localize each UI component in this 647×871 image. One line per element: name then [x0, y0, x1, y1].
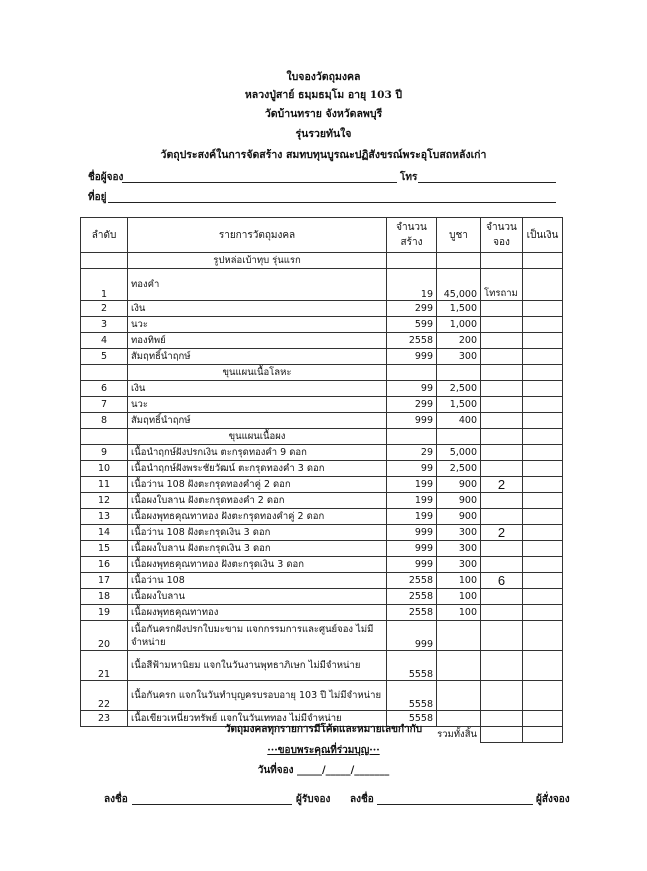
table-row	[81, 349, 563, 365]
created-quantity: 599	[387, 317, 437, 333]
header-reserved: จำนวนจอง	[481, 218, 523, 253]
paid-amount[interactable]	[523, 269, 563, 301]
sig-right-suffix: ผู้สั่งจอง	[536, 794, 570, 805]
reserved-quantity[interactable]	[481, 493, 523, 509]
section-empty-cell	[437, 429, 481, 445]
row-number: 10	[81, 461, 128, 477]
table-row	[81, 493, 563, 509]
created-quantity: 5558	[387, 681, 437, 711]
reserved-quantity[interactable]	[481, 397, 523, 413]
section-empty-cell	[481, 253, 523, 269]
paid-amount[interactable]	[523, 413, 563, 429]
item-name: เนื้อว่าน 108	[128, 573, 387, 589]
item-name: เนื้อว่าน 108 ฝังตะกรุดทองคำคู่ 2 ดอก	[128, 477, 387, 493]
paid-amount[interactable]	[523, 651, 563, 681]
paid-amount[interactable]	[523, 381, 563, 397]
section-title: ขุนแผนเนื้อโลหะ	[128, 365, 387, 381]
section-header-row	[81, 253, 563, 269]
date-field[interactable]: _____/_____/_______	[296, 765, 390, 776]
item-price: 5,000	[437, 445, 481, 461]
row-number: 21	[81, 651, 128, 681]
section-empty-cell	[387, 429, 437, 445]
row-number: 8	[81, 413, 128, 429]
address-label: ที่อยู่	[88, 192, 107, 203]
item-name: เนื้อผงพุทธคุณทาทอง	[128, 605, 387, 621]
item-name: เนื้อนำฤกษ์ฝังพระชัยวัฒน์ ตะกรุดทองคำ 3 ดอก	[128, 461, 387, 477]
created-quantity: 199	[387, 477, 437, 493]
paid-amount[interactable]	[523, 589, 563, 605]
paid-amount[interactable]	[523, 477, 563, 493]
section-empty-cell	[387, 253, 437, 269]
table-row	[81, 333, 563, 349]
table-row	[81, 573, 563, 589]
item-price: 300	[437, 557, 481, 573]
paid-amount[interactable]	[523, 557, 563, 573]
paid-amount[interactable]	[523, 317, 563, 333]
item-price	[437, 621, 481, 651]
reserved-quantity[interactable]	[481, 301, 523, 317]
item-name: เนื้อสีฟ้ามหานิยม แจกในวันงานพุทธาภิเษก ไม่มีจำหน่าย	[128, 651, 387, 681]
row-number: 16	[81, 557, 128, 573]
created-quantity: 199	[387, 509, 437, 525]
created-quantity: 999	[387, 413, 437, 429]
section-empty-cell	[437, 253, 481, 269]
paid-amount[interactable]	[523, 333, 563, 349]
item-name: เนื้อผงพุทธคุณทาทอง ฝังตะกรุดเงิน 3 ดอก	[128, 557, 387, 573]
table-row	[81, 269, 563, 301]
item-name: สัมฤทธิ์นำฤกษ์	[128, 349, 387, 365]
table-row	[81, 651, 563, 681]
reserved-quantity[interactable]	[481, 349, 523, 365]
section-empty-cell	[437, 365, 481, 381]
reserved-quantity[interactable]	[481, 445, 523, 461]
reserved-quantity[interactable]	[481, 461, 523, 477]
section-empty-cell	[81, 429, 128, 445]
section-empty-cell	[523, 365, 563, 381]
created-quantity: 999	[387, 525, 437, 541]
created-quantity: 999	[387, 349, 437, 365]
row-number: 1	[81, 269, 128, 301]
created-quantity: 999	[387, 621, 437, 651]
item-price: 1,000	[437, 317, 481, 333]
item-price: 45,000	[437, 269, 481, 301]
item-price: 100	[437, 573, 481, 589]
item-price: 300	[437, 349, 481, 365]
paid-amount[interactable]	[523, 621, 563, 651]
paid-amount[interactable]	[523, 573, 563, 589]
item-price: 400	[437, 413, 481, 429]
item-price: 900	[437, 509, 481, 525]
table-row	[81, 413, 563, 429]
row-number: 3	[81, 317, 128, 333]
paid-amount[interactable]	[523, 349, 563, 365]
reserved-quantity[interactable]: 2	[481, 525, 523, 541]
section-empty-cell	[81, 253, 128, 269]
row-number: 14	[81, 525, 128, 541]
header-qty: จำนวนสร้าง	[387, 218, 437, 253]
row-number: 4	[81, 333, 128, 349]
item-price: 2,500	[437, 461, 481, 477]
item-name: เนื้อผงใบลาน ฝังตะกรุดทองคำ 2 ดอก	[128, 493, 387, 509]
table-row	[81, 445, 563, 461]
item-name: ทองทิพย์	[128, 333, 387, 349]
section-empty-cell	[481, 429, 523, 445]
reserved-quantity[interactable]	[481, 621, 523, 651]
form-title: ใบจองวัตถุมงคล	[286, 71, 361, 83]
item-name: นวะ	[128, 317, 387, 333]
phone-label: โทร	[400, 172, 418, 183]
created-quantity: 2558	[387, 589, 437, 605]
created-quantity: 2558	[387, 605, 437, 621]
table-row	[81, 461, 563, 477]
table-row	[81, 477, 563, 493]
header-item: รายการวัตถุมงคล	[128, 218, 387, 253]
row-number: 2	[81, 301, 128, 317]
section-empty-cell	[523, 429, 563, 445]
row-number: 11	[81, 477, 128, 493]
created-quantity: 5558	[387, 711, 437, 727]
table-row	[81, 301, 563, 317]
created-quantity: 29	[387, 445, 437, 461]
table-row	[81, 397, 563, 413]
section-empty-cell	[481, 365, 523, 381]
phone-field[interactable]	[418, 182, 556, 183]
section-title: ขุนแผนเนื้อผง	[128, 429, 387, 445]
row-number: 7	[81, 397, 128, 413]
section-empty-cell	[523, 253, 563, 269]
table-row	[81, 605, 563, 621]
sig-left-prefix: ลงชื่อ	[104, 794, 128, 805]
item-name: เนื้อกันครก แจกในวันทำบุญครบรอบอายุ 103 ปี ไม่มีจำหน่าย	[128, 681, 387, 711]
item-price: 300	[437, 525, 481, 541]
row-number: 12	[81, 493, 128, 509]
created-quantity: 299	[387, 301, 437, 317]
reserved-quantity[interactable]	[481, 333, 523, 349]
temple-name: วัดบ้านทราย จังหวัดลพบุรี	[264, 108, 383, 120]
item-price: 300	[437, 541, 481, 557]
orderer-signature-line[interactable]	[377, 804, 533, 805]
item-price	[437, 651, 481, 681]
section-empty-cell	[387, 365, 437, 381]
reserved-quantity[interactable]	[481, 413, 523, 429]
created-quantity: 199	[387, 493, 437, 509]
table-row	[81, 589, 563, 605]
reserved-quantity[interactable]	[481, 381, 523, 397]
item-name: เงิน	[128, 381, 387, 397]
row-number: 19	[81, 605, 128, 621]
purpose-text: วัตถุประสงค์ในการจัดสร้าง สมทบทุนบูรณะปฏิสังขรณ์พระอุโบสถหลังเก่า	[160, 149, 487, 161]
date-label: วันที่จอง	[257, 765, 294, 776]
item-name: เนื้อผงใบลาน	[128, 589, 387, 605]
item-name: นวะ	[128, 397, 387, 413]
monk-name: หลวงปู่สาย์ ธมฺมธมฺโม อายุ 103 ปี	[244, 89, 403, 101]
paid-amount[interactable]	[523, 525, 563, 541]
section-empty-cell	[81, 365, 128, 381]
item-price: 1,500	[437, 397, 481, 413]
reserved-quantity[interactable]	[481, 557, 523, 573]
item-name: เนื้อกันครกฝังปรกใบมะขาม แจกกรรมการและศูนย์จอง ไม่มีจำหน่าย	[128, 621, 387, 651]
section-title: รูปหล่อเบ้าทุบ รุ่นแรก	[128, 253, 387, 269]
reserved-quantity[interactable]: โทรถาม	[481, 269, 523, 301]
reserved-quantity[interactable]	[481, 509, 523, 525]
paid-amount[interactable]	[523, 541, 563, 557]
header-no: ลำดับ	[81, 218, 128, 253]
created-quantity: 5558	[387, 651, 437, 681]
item-price: 100	[437, 589, 481, 605]
row-number: 18	[81, 589, 128, 605]
table-row	[81, 525, 563, 541]
created-quantity: 19	[387, 269, 437, 301]
paid-amount[interactable]	[523, 445, 563, 461]
table-row	[81, 381, 563, 397]
table-row	[81, 541, 563, 557]
row-number: 15	[81, 541, 128, 557]
paid-amount[interactable]	[523, 461, 563, 477]
table-row	[81, 681, 563, 711]
row-number: 13	[81, 509, 128, 525]
section-header-row	[81, 365, 563, 381]
item-price: 200	[437, 333, 481, 349]
row-number: 9	[81, 445, 128, 461]
series-name: รุ่นรวยทันใจ	[295, 128, 352, 140]
paid-amount[interactable]	[523, 605, 563, 621]
item-price: 100	[437, 605, 481, 621]
sig-right-prefix: ลงชื่อ	[350, 794, 374, 805]
item-name: เนื้อเขียวเหนี่ยวทรัพย์ แจกในวันเททอง ไม่มีจำหน่าย	[128, 711, 387, 727]
reserved-quantity[interactable]: 2	[481, 477, 523, 493]
paid-amount[interactable]	[523, 397, 563, 413]
created-quantity: 999	[387, 541, 437, 557]
table-row	[81, 621, 563, 651]
paid-amount[interactable]	[523, 681, 563, 711]
reserved-quantity[interactable]	[481, 605, 523, 621]
address-field[interactable]	[108, 202, 556, 203]
item-name: สัมฤทธิ์นำฤกษ์	[128, 413, 387, 429]
created-quantity: 99	[387, 381, 437, 397]
item-name: ทองคำ	[128, 269, 387, 301]
paid-amount[interactable]	[523, 301, 563, 317]
created-quantity: 2558	[387, 333, 437, 349]
item-name: เนื้อผงพุทธคุณทาทอง ฝังตะกรุดทองคำคู่ 2 ดอก	[128, 509, 387, 525]
item-price	[437, 681, 481, 711]
row-number: 23	[81, 711, 128, 727]
row-number: 6	[81, 381, 128, 397]
paid-amount[interactable]	[523, 509, 563, 525]
item-name: เงิน	[128, 301, 387, 317]
total-label: รวมทั้งสิ้น	[81, 727, 481, 743]
reserved-quantity[interactable]	[481, 651, 523, 681]
item-name: เนื้อนำฤกษ์ฝังปรกเงิน ตะกรุดทองคำ 9 ดอก	[128, 445, 387, 461]
table-row	[81, 557, 563, 573]
reserved-quantity[interactable]	[481, 317, 523, 333]
header-paid: เป็นเงิน	[523, 218, 563, 253]
header-price: บูชา	[437, 218, 481, 253]
table-header-row	[81, 218, 563, 253]
order-table	[80, 217, 563, 743]
reserved-quantity[interactable]	[481, 541, 523, 557]
row-number: 20	[81, 621, 128, 651]
item-name: เนื้อว่าน 108 ฝังตะกรุดเงิน 3 ดอก	[128, 525, 387, 541]
sig-left-suffix: ผู้รับจอง	[296, 794, 331, 805]
table-row	[81, 509, 563, 525]
item-price: 2,500	[437, 381, 481, 397]
booker-name-label: ชื่อผู้จอง	[88, 172, 124, 183]
row-number: 17	[81, 573, 128, 589]
created-quantity: 2558	[387, 573, 437, 589]
created-quantity: 299	[387, 397, 437, 413]
section-header-row	[81, 429, 563, 445]
row-number: 22	[81, 681, 128, 711]
footer-note: วัตถุมงคลทุกรายการมีโค้ดและหมายเลขกำกับ	[224, 724, 423, 735]
booker-name-field[interactable]	[122, 182, 397, 183]
reserved-quantity[interactable]: 6	[481, 573, 523, 589]
row-number: 5	[81, 349, 128, 365]
item-price: 900	[437, 477, 481, 493]
table-body	[81, 253, 563, 727]
created-quantity: 99	[387, 461, 437, 477]
receiver-signature-line[interactable]	[132, 804, 292, 805]
reserved-quantity[interactable]	[481, 681, 523, 711]
reserved-quantity[interactable]	[481, 589, 523, 605]
created-quantity: 999	[387, 557, 437, 573]
paid-amount[interactable]	[523, 493, 563, 509]
item-price: 900	[437, 493, 481, 509]
footer-thanks: ···ขอบพระคุณที่ร่วมบุญ···	[267, 745, 380, 756]
item-name: เนื้อผงใบลาน ฝังตะกรุดเงิน 3 ดอก	[128, 541, 387, 557]
item-price: 1,500	[437, 301, 481, 317]
booking-date	[0, 763, 647, 778]
table-row	[81, 317, 563, 333]
